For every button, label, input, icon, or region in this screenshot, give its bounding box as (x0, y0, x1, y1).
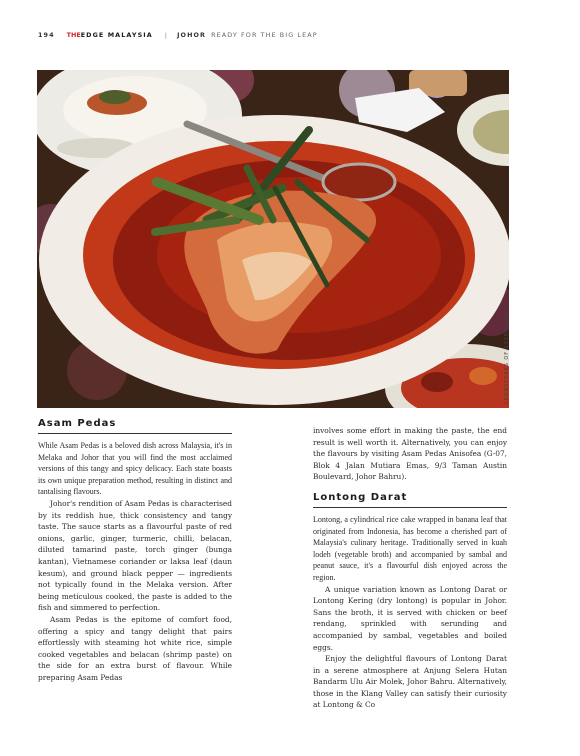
paragraph: Lontong, a cylindrical rice cake wrapped in banana leaf that originated from Indonesia, has become a cherished part of Malaysia's culinary heritage. Traditionally served in kuah lodeh (vegetable broth) and accompanied by sambal and peanut sauce, it's a flavourful dish enjoyed across the region. (313, 514, 507, 582)
header-separator: | (164, 31, 169, 39)
publication-name: EDGE MALAYSIA (80, 31, 153, 39)
paragraph: A unique variation known as Lontong Darat or Lontong Kering (dry lontong) is popular in Johor. Sans the broth, it is served with chicken or beef rendang, sprinkled with serunding and accompanied by sambal, vegetables and boiled eggs. (313, 584, 507, 652)
paragraph: Enjoy the delightful flavours of Lontong Darat in a serene atmosphere at Anjung Selera Hutan Bandarm Ulu Air Molek, Johor Bahru. Alternatively, those in the Klang Valley can satisfy their curiosity at Lontong & Co (313, 654, 507, 710)
section-heading-asam-pedas: Asam Pedas (38, 418, 232, 434)
paragraph: Asam Pedas is the epitome of comfort food, offering a spicy and tangy delight that pairs effortlessly with steaming hot white rice, simple cooked vegetables and belacan (shrimp paste) on the side for an extra burst of flavour. While preparing Asam Pedas (38, 614, 232, 682)
publication-logo-prefix: THE (66, 31, 81, 39)
paragraph: While Asam Pedas is a beloved dish across Malaysia, it's in Melaka and Johor that you will find the most acclaimed versions of this tangy and spicy delicacy. Each state boasts its own unique preparation method, resulting in distinct and tantalising flavours. (38, 441, 232, 497)
paragraph: involves some effort in making the paste, the end result is well worth it. Alternatively, you can enjoy the flavours by visiting Asam Pedas Anisofea (G-07, Blok 4 Jalan Mutiara Emas, 9/3 Taman Austin Boulevard, Johor Bahru). (313, 426, 507, 482)
section-tagline: READY FOR THE BIG LEAP (211, 31, 318, 39)
article-column-left (38, 418, 232, 683)
article-column-right (313, 425, 507, 711)
asam-pedas-photo (37, 70, 509, 408)
running-header (38, 29, 538, 41)
page-number: 194 (38, 31, 55, 39)
section-state: JOHOR (177, 31, 207, 39)
food-illustration (37, 70, 509, 408)
section-heading-lontong-darat: Lontong Darat (313, 492, 507, 508)
photo-credit: LEONSTEAKS OF 123RF.COM (504, 312, 510, 404)
paragraph: Johor's rendition of Asam Pedas is characterised by its reddish hue, thick consistency and tangy taste. The sauce starts as a flavourful paste of red onions, garlic, ginger, turmeric, chilli, belacan, diluted tamarind paste, torch ginger (bunga kantan), Vietnamese coriander or laksa leaf (daun kesum), and ground black pepper — ingredients not typically found in the Melaka version. After being meticulous cooked, the paste is added to the fish and simmered to perfection. (38, 498, 232, 613)
